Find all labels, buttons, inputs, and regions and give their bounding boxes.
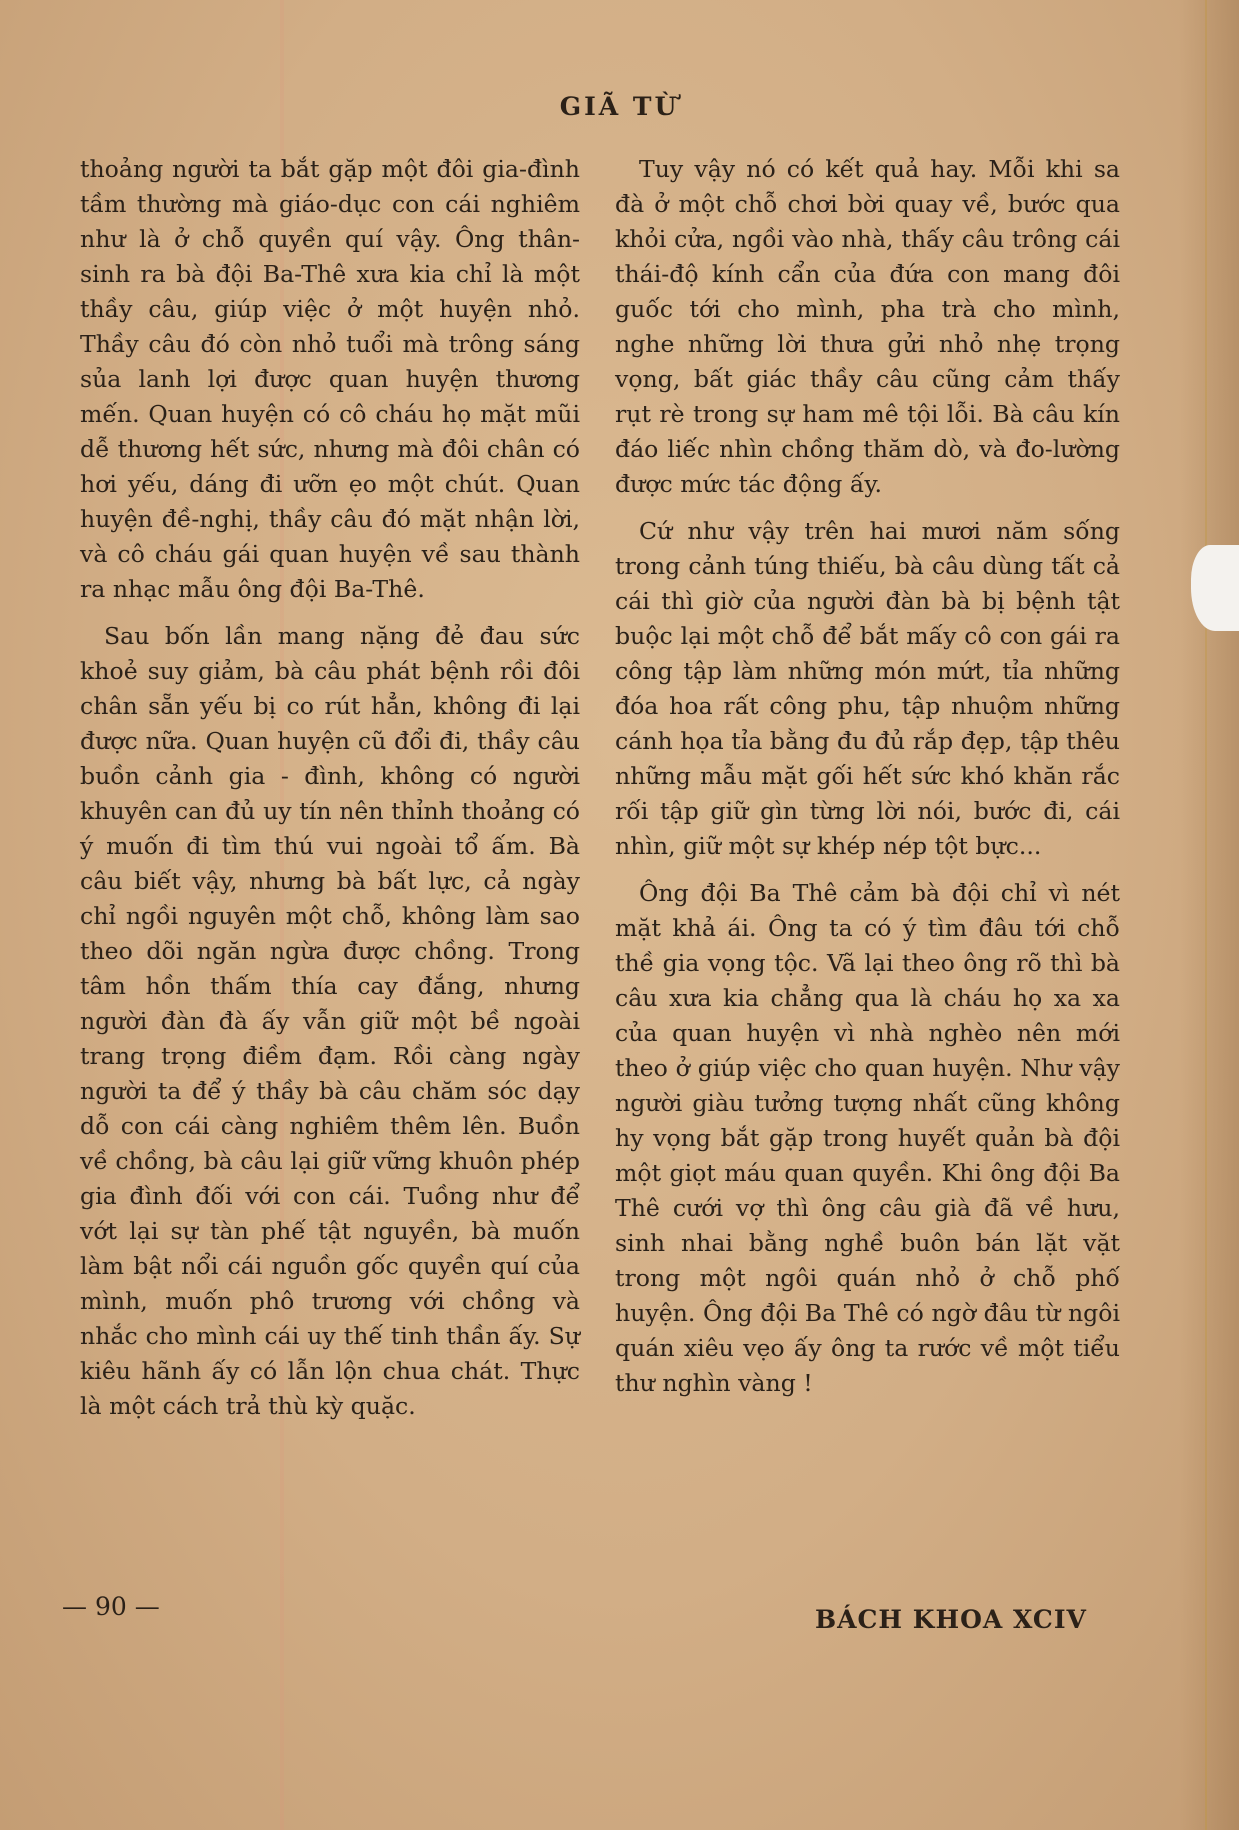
page-number: — 90 — xyxy=(62,1592,160,1621)
journal-footer: BÁCH KHOA XCIV xyxy=(815,1605,1087,1634)
right-paragraph-1: Tuy vậy nó có kết quả hay. Mỗi khi sa đà ở một chỗ chơi bời quay về, bước qua khỏi cửa, ngồi vào nhà, thấy câu trông cái thái-độ kính cẩn của đứa con mang đôi guốc tới cho mình, pha trà cho mình, nghe những lời thưa gửi nhỏ nhẹ trọng vọng, bất giác thầy câu cũng cảm thấy rụt rè trong sự ham mê tội lỗi. Bà câu kín đáo liếc nhìn chồng thăm dò, và đo-lường được mức tác động ấy. xyxy=(615,155,1120,498)
running-head-title: GIÃ TỪ xyxy=(559,92,680,121)
right-paragraph-2: Cứ như vậy trên hai mươi năm sống trong cảnh túng thiếu, bà câu dùng tất cả cái thì giờ của người đàn bà bị bệnh tật buộc lại một chỗ để bắt mấy cô con gái ra công tập làm những món mứt, tỉa những đóa hoa rất công phu, tập nhuộm những cánh họa tỉa bằng đu đủ rắp đẹp, tập thêu những mẫu mặt gối hết sức khó khăn rắc rối tập giữ gìn từng lời nói, bước đi, cái nhìn, giữ một sự khép nép tột bực... xyxy=(615,517,1120,860)
left-column xyxy=(80,152,580,1436)
page-edge-shadow xyxy=(1179,0,1239,1830)
left-paragraph-2: Sau bốn lần mang nặng đẻ đau sức khoẻ suy giảm, bà câu phát bệnh rồi đôi chân sẵn yếu bị co rút hẳn, không đi lại được nữa. Quan huyện cũ đổi đi, thầy câu buồn cảnh gia - đình, không có người khuyên can đủ uy tín nên thỉnh thoảng có ý muốn đi tìm thú vui ngoài tổ ấm. Bà câu biết vậy, nhưng bà bất lực, cả ngày chỉ ngồi nguyên một chỗ, không làm sao theo dõi ngăn ngừa được chồng. Trong tâm hồn thấm thía cay đắng, nhưng người đàn đà ấy vẫn giữ một bề ngoài trang trọng điềm đạm. Rồi càng ngày người ta để ý thầy bà câu chăm sóc dạy dỗ con cái càng nghiêm thêm lên. Buồn về chồng, bà câu lại giữ vững khuôn phép gia đình đối với con cái. Tuồng như để vớt lại sự tàn phế tật nguyền, bà muốn làm bật nổi cái nguồn gốc quyền quí của mình, muốn phô trương với chồng và nhắc cho mình cái uy thế tinh thần ấy. Sự kiêu hãnh ấy có lẫn lộn chua chát. Thực là một cách trả thù kỳ quặc. xyxy=(80,622,580,1420)
page-tear xyxy=(1191,545,1239,631)
right-paragraph-3: Ông đội Ba Thê cảm bà đội chỉ vì nét mặt khả ái. Ông ta có ý tìm đâu tới chỗ thề gia vọng tộc. Vã lại theo ông rõ thì bà câu xưa kia chẳng qua là cháu họ xa xa của quan huyện vì nhà nghèo nên mới theo ở giúp việc cho quan huyện. Như vậy người giàu tưởng tượng nhất cũng không hy vọng bắt gặp trong huyết quản bà đội một giọt máu quan quyền. Khi ông đội Ba Thê cưới vợ thì ông câu già đã về hưu, sinh nhai bằng nghề buôn bán lặt vặt trong một ngôi quán nhỏ ở chỗ phố huyện. Ông đội Ba Thê có ngờ đâu từ ngôi quán xiêu vẹo ấy ông ta rước về một tiểu thư nghìn vàng ! xyxy=(615,879,1120,1397)
right-column xyxy=(615,152,1120,1413)
left-paragraph-1: thoảng người ta bắt gặp một đôi gia-đình tầm thường mà giáo-dục con cái nghiêm như là ở chỗ quyền quí vậy. Ông thân-sinh ra bà đội Ba-Thê xưa kia chỉ là một thầy câu, giúp việc ở một huyện nhỏ. Thầy câu đó còn nhỏ tuổi mà trông sáng sủa lanh lợi được quan huyện thương mến. Quan huyện có cô cháu họ mặt mũi dễ thương hết sức, nhưng mà đôi chân có hơi yếu, dáng đi ưỡn ẹo một chút. Quan huyện đề-nghị, thầy câu đó mặt nhận lời, và cô cháu gái quan huyện về sau thành ra nhạc mẫu ông đội Ba-Thê. xyxy=(80,155,580,603)
